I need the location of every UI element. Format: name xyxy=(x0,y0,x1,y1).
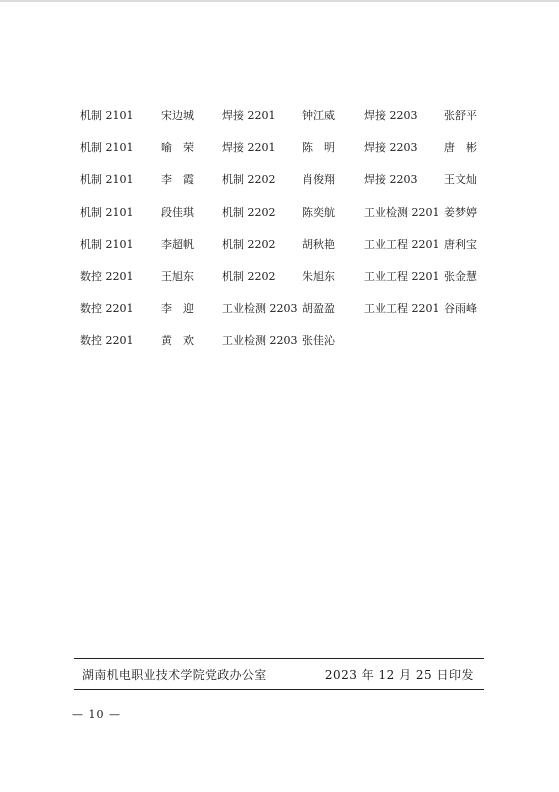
class-name: 机制 2101 xyxy=(80,205,134,219)
class-name: 工业工程 2201 xyxy=(364,269,440,283)
class-name: 焊接 2201 xyxy=(222,109,276,122)
class-name: 工业检测 2203 xyxy=(222,334,298,348)
class-name: 工业工程 2201 xyxy=(364,302,440,316)
top-border-rule xyxy=(0,0,559,2)
student-name: 胡秋艳 xyxy=(302,237,335,251)
class-name: 数控 2201 xyxy=(80,334,134,348)
issuing-office: 湖南机电职业技术学院党政办公室 xyxy=(82,668,267,682)
roster-row xyxy=(80,172,500,204)
class-name: 数控 2201 xyxy=(80,302,134,316)
student-name: 黄 欢 xyxy=(161,334,194,348)
student-name: 张佳沁 xyxy=(302,334,335,348)
student-name: 王旭东 xyxy=(161,269,194,283)
student-name: 唐利宝 xyxy=(444,237,477,251)
page-number: — 10 — xyxy=(72,708,121,721)
student-name: 喻 荣 xyxy=(161,141,194,155)
student-name: 谷雨峰 xyxy=(444,302,477,316)
class-name: 机制 2101 xyxy=(80,109,134,122)
student-roster xyxy=(80,108,500,366)
class-name: 焊接 2201 xyxy=(222,141,276,155)
student-name: 段佳琪 xyxy=(161,205,194,219)
class-name: 焊接 2203 xyxy=(364,109,418,122)
class-name: 工业检测 2203 xyxy=(222,302,298,316)
class-name: 数控 2201 xyxy=(80,269,134,283)
class-name: 机制 2101 xyxy=(80,173,134,187)
roster-row xyxy=(80,269,500,301)
student-name: 钟江威 xyxy=(302,109,335,122)
student-name: 张舒平 xyxy=(444,109,477,122)
class-name: 工业检测 2201 xyxy=(364,205,440,219)
student-name: 陈 明 xyxy=(302,141,335,155)
student-name: 李 霞 xyxy=(161,173,194,187)
student-name: 陈奕航 xyxy=(302,205,335,219)
student-name: 唐 彬 xyxy=(444,141,477,155)
student-name: 朱旭东 xyxy=(302,269,335,283)
student-name: 李 迎 xyxy=(161,302,194,316)
student-name: 肖俊翔 xyxy=(302,173,335,187)
class-name: 焊接 2203 xyxy=(364,173,418,187)
roster-row xyxy=(80,140,500,172)
roster-row xyxy=(80,205,500,237)
student-name: 李超帆 xyxy=(161,237,194,251)
class-name: 机制 2202 xyxy=(222,205,276,219)
class-name: 焊接 2203 xyxy=(364,141,418,155)
roster-row xyxy=(80,237,500,269)
issue-date: 2023 年 12 月 25 日印发 xyxy=(324,668,474,682)
class-name: 机制 2202 xyxy=(222,173,276,187)
student-name: 姜梦婷 xyxy=(444,205,477,219)
class-name: 工业工程 2201 xyxy=(364,237,440,251)
student-name: 张金慧 xyxy=(444,269,477,283)
roster-row xyxy=(80,333,500,365)
roster-row xyxy=(80,301,500,333)
document-footer xyxy=(74,658,484,690)
student-name: 胡盈盈 xyxy=(302,302,335,316)
student-name: 王文灿 xyxy=(444,173,477,187)
student-name: 宋边城 xyxy=(161,109,194,122)
class-name: 机制 2101 xyxy=(80,141,134,155)
class-name: 机制 2101 xyxy=(80,237,134,251)
roster-row xyxy=(80,108,500,140)
class-name: 机制 2202 xyxy=(222,237,276,251)
class-name: 机制 2202 xyxy=(222,269,276,283)
